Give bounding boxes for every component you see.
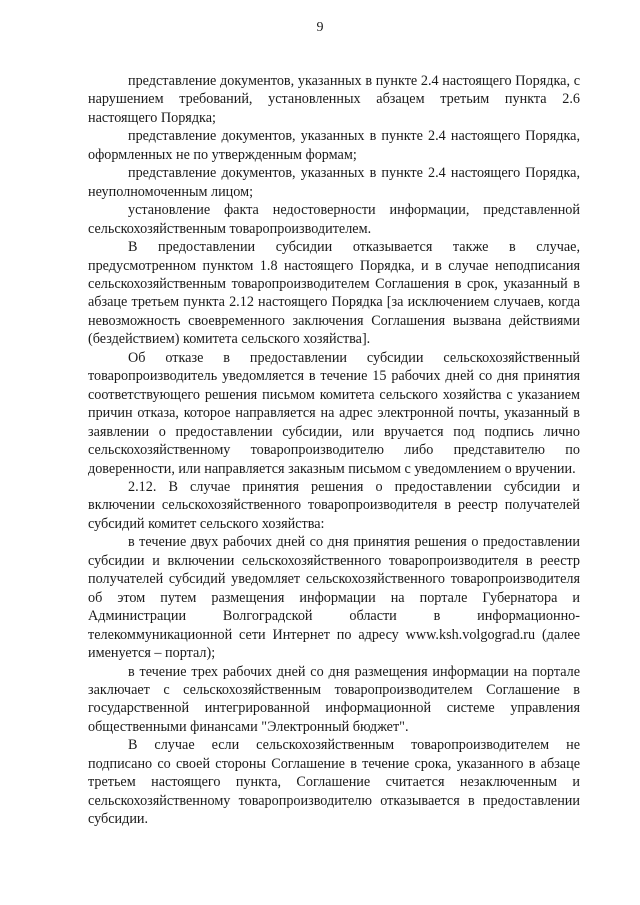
paragraph: в течение двух рабочих дней со дня принятия решения о предоставлении субсидии и включении сельскохозяйственного товаропроизводителя в реестр получателей субсидий уведомляет сельскохозяйственного товаропроизводителя об этом путем размещения информации на портале Губернатора и Администрации Волгоградской области в информационно-телекоммуникационной сети Интернет по адресу www.ksh.volgograd.ru (далее именуется – портал); — [88, 534, 580, 662]
paragraph: 2.12. В случае принятия решения о предоставлении субсидии и включении сельскохозяйственного товаропроизводителя в реестр получателей субсидий комитет сельского хозяйства: — [88, 478, 580, 532]
paragraph: в течение трех рабочих дней со дня размещения информации на портале заключает с сельскохозяйственным товаропроизводителем Соглашение в государственной интегрированной информационной системе управления общественными финансами "Электронный бюджет". — [88, 663, 580, 735]
paragraph: представление документов, указанных в пункте 2.4 настоящего Порядка, неуполномоченным лицом; — [88, 165, 580, 200]
paragraph: Об отказе в предоставлении субсидии сельскохозяйственный товаропроизводитель уведомляется в течение 15 рабочих дней со дня принятия соответствующего решения письмом комитета сельского хозяйства с указанием причин отказа, которое направляется на адрес электронной почты, указанный в заявлении о предоставлении субсидии, или вручается под подпись лично сельскохозяйственному товаропроизводителю либо представителю по доверенности, или направляется заказным письмом с уведомлением о вручении. — [88, 349, 580, 477]
paragraph: В случае если сельскохозяйственным товаропроизводителем не подписано со своей стороны Соглашение в течение срока, указанного в абзаце третьем настоящего пункта, Соглашение считается незаключенным и сельскохозяйственному товаропроизводителю отказывается в предоставлении субсидии. — [88, 737, 580, 828]
document-body — [88, 72, 580, 829]
paragraph: представление документов, указанных в пункте 2.4 настоящего Порядка, оформленных не по утвержденным формам; — [88, 128, 580, 163]
paragraph: представление документов, указанных в пункте 2.4 настоящего Порядка, с нарушением требований, установленных абзацем третьим пункта 2.6 настоящего Порядка; — [88, 73, 580, 126]
paragraph: установление факта недостоверности информации, представленной сельскохозяйственным товаропроизводителем. — [88, 202, 580, 237]
page-number: 9 — [316, 20, 324, 35]
paragraph: В предоставлении субсидии отказывается также в случае, предусмотренном пунктом 1.8 настоящего Порядка, и в случае неподписания сельскохозяйственным товаропроизводителем Соглашения в срок, указанный в абзаце третьем пункта 2.12 настоящего Порядка [за исключением случаев, когда невозможность своевременного заключения Соглашения вызвана действиями (бездействием) комитета сельского хозяйства]. — [88, 239, 580, 348]
